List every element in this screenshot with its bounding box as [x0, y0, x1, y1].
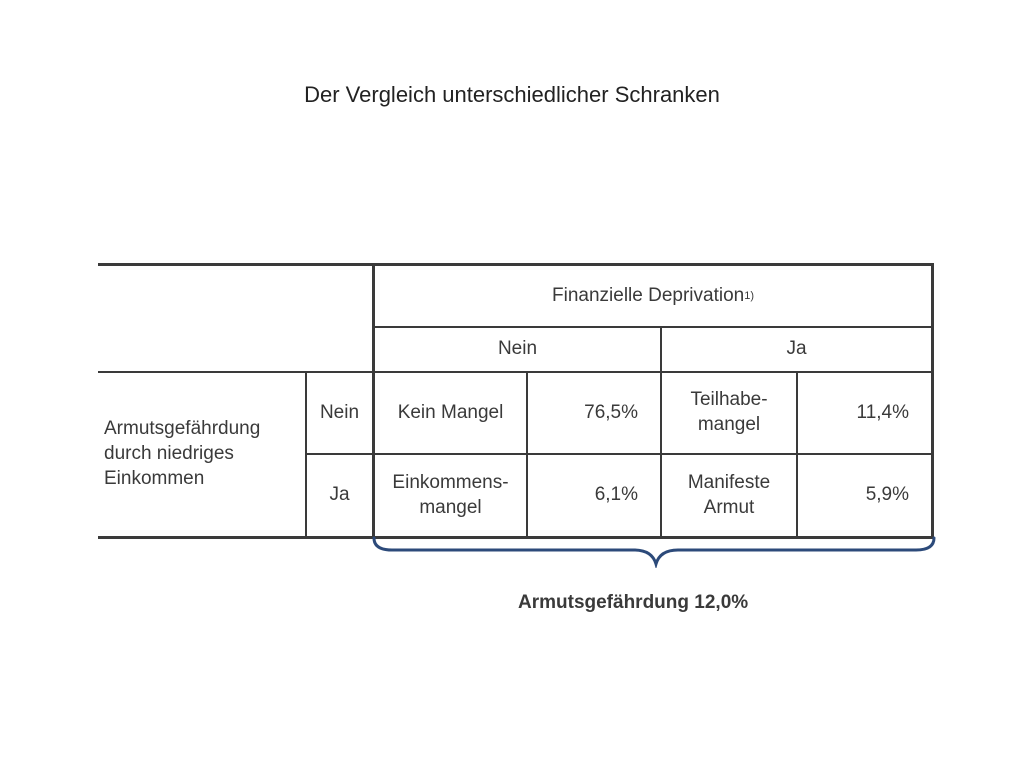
slide-title: Der Vergleich unterschiedlicher Schranken [304, 82, 720, 107]
footnote-marker: 1) [744, 289, 754, 302]
col-group-ja: Ja [786, 338, 807, 360]
cell-teilhabemangel-name: Teilhabe- mangel [690, 389, 768, 435]
cell-einkommensmangel-name: Einkommens- mangel [392, 471, 509, 518]
cell-manifeste-armut-value: 5,9% [865, 484, 909, 506]
cell-teilhabemangel-value: 11,4% [856, 401, 909, 423]
cell-manifeste-armut-name: Manifeste Armut [687, 471, 771, 518]
row-header-income-risk: Armutsgefährdung durch niedriges Einkommen [104, 418, 261, 489]
col-header-deprivation [375, 266, 931, 326]
brace-path [374, 538, 934, 564]
cell-einkommensmangel-value: 6,1% [594, 484, 638, 506]
cell-kein-mangel-name: Kein Mangel [397, 401, 504, 423]
table-right-border [931, 263, 934, 539]
col-group-nein: Nein [497, 338, 538, 360]
cell-kein-mangel-value: 76,5% [584, 401, 638, 423]
summary-label: Armutsgefährdung 12,0% [518, 592, 749, 613]
row-label-nein: Nein [319, 401, 360, 423]
row-label-ja: Ja [329, 484, 350, 506]
curly-brace-icon [372, 536, 936, 568]
col-header-label: Finanzielle Deprivation [552, 284, 745, 306]
